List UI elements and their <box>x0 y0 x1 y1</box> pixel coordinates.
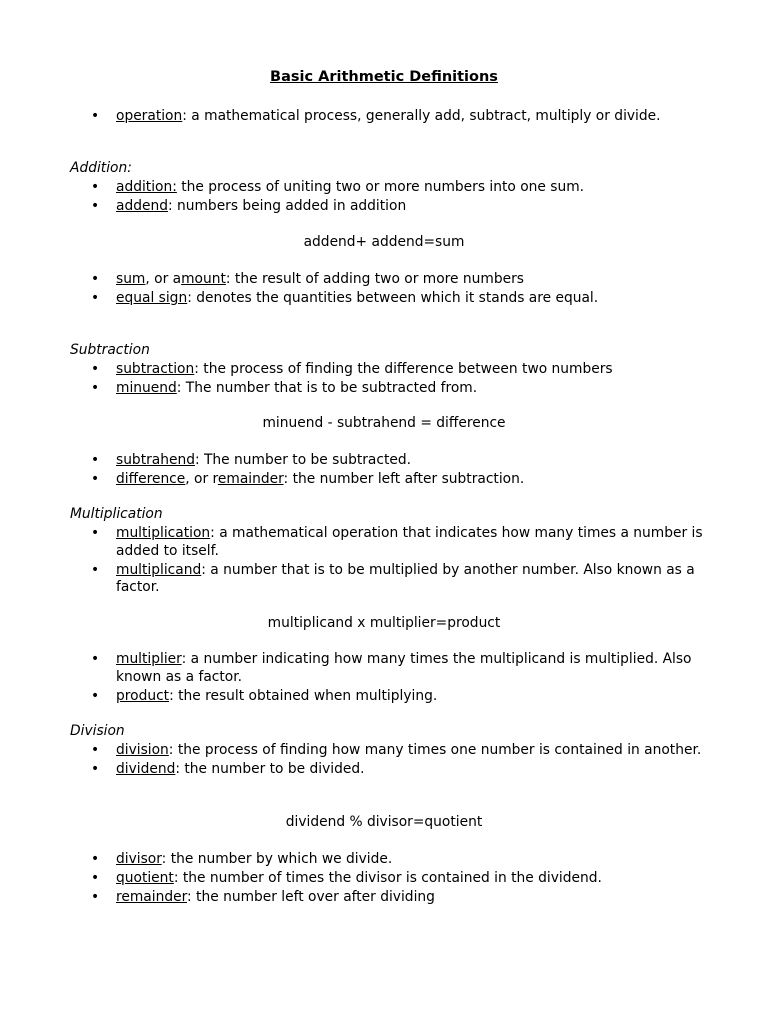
intro-list <box>0 108 706 127</box>
definition: : the process of finding how many times one number is contained in another. <box>168 742 702 758</box>
definition: : the number left over after dividing <box>187 889 435 905</box>
definition: : the process of finding the difference between two numbers <box>194 361 613 377</box>
bullet-icon: • <box>91 271 100 287</box>
bullet-icon: • <box>91 452 100 468</box>
formula-division: dividend % divisor=quotient <box>285 814 483 830</box>
term: multiplier <box>116 651 182 667</box>
list-item <box>0 562 706 597</box>
bullet-icon: • <box>91 889 100 905</box>
term: subtraction <box>116 361 195 377</box>
bullet-icon: • <box>91 651 100 667</box>
bullet-icon: • <box>91 198 100 214</box>
bullet-icon: • <box>91 742 100 758</box>
bullet-icon: • <box>91 525 100 541</box>
term: equal sign <box>116 290 188 306</box>
list-item <box>0 179 706 197</box>
list-item <box>0 108 706 126</box>
term: minuend <box>116 380 177 396</box>
addition-list-a <box>0 179 706 217</box>
multiplication-list-a <box>0 525 706 598</box>
list-item <box>0 651 706 686</box>
term: operation <box>116 108 183 124</box>
bullet-icon: • <box>91 380 100 396</box>
term: emainder <box>217 471 284 487</box>
definition: : the number by which we divide. <box>161 851 393 867</box>
definition: : the number of times the divisor is contained in the dividend. <box>173 870 602 886</box>
definition: the process of uniting two or more numbers into one sum. <box>176 179 585 195</box>
bullet-icon: • <box>91 361 100 377</box>
definition: : the number left after subtraction. <box>283 471 525 487</box>
list-item <box>0 271 706 289</box>
connector: , or a <box>145 271 182 287</box>
bullet-icon: • <box>91 179 100 195</box>
multiplication-list-b <box>0 651 706 707</box>
division-list-b <box>0 851 706 908</box>
term: subtrahend <box>116 452 195 468</box>
list-item <box>0 290 706 308</box>
formula-subtraction: minuend - subtrahend = difference <box>262 415 506 431</box>
bullet-icon: • <box>91 870 100 886</box>
list-item <box>0 525 706 560</box>
term: difference <box>116 471 186 487</box>
bullet-icon: • <box>91 290 100 306</box>
term: sum <box>116 271 146 287</box>
term: dividend <box>116 761 176 777</box>
term: remainder <box>116 889 188 905</box>
list-item <box>0 688 706 706</box>
definition: : the number to be divided. <box>175 761 365 777</box>
list-item <box>0 870 706 888</box>
definition: : a number indicating how many times the multiplicand is multiplied. Also known as a factor. <box>116 651 692 685</box>
page-title: Basic Arithmetic Definitions <box>270 69 498 85</box>
definition: : the result of adding two or more numbers <box>225 271 524 287</box>
term: divisor <box>116 851 162 867</box>
definition: : a mathematical process, generally add, subtract, multiply or divide. <box>182 108 661 124</box>
section-heading-division: Division <box>70 723 125 739</box>
term: mount <box>181 271 226 287</box>
bullet-icon: • <box>91 471 100 487</box>
bullet-icon: • <box>91 561 100 578</box>
division-list-a <box>0 742 706 780</box>
term: division <box>116 742 169 758</box>
section-heading-subtraction: Subtraction <box>70 342 150 358</box>
term: quotient <box>116 870 174 886</box>
definition: : denotes the quantities between which it stands are equal. <box>187 290 599 306</box>
term: product <box>116 687 170 704</box>
list-item <box>0 889 706 907</box>
section-heading-addition: Addition: <box>70 160 132 176</box>
definition: : The number that is to be subtracted from. <box>176 380 478 396</box>
bullet-icon: • <box>91 687 100 704</box>
section-heading-multiplication: Multiplication <box>70 506 163 522</box>
term: multiplication <box>116 525 211 541</box>
list-item <box>0 452 706 470</box>
definition: : the result obtained when multiplying. <box>169 687 438 704</box>
subtraction-list-a <box>0 361 706 399</box>
definition: : numbers being added in addition <box>167 198 407 214</box>
term: addition: <box>116 179 177 195</box>
bullet-icon: • <box>91 851 100 867</box>
list-item <box>0 198 706 216</box>
bullet-icon: • <box>91 761 100 777</box>
list-item <box>0 471 706 489</box>
definition: : a number that is to be multiplied by another number. Also known as a factor. <box>116 561 695 595</box>
list-item <box>0 742 706 760</box>
list-item <box>0 361 706 379</box>
term: addend <box>116 198 168 214</box>
addition-list-b <box>0 271 706 309</box>
subtraction-list-b <box>0 452 706 490</box>
formula-multiplication: multiplicand x multiplier=product <box>267 615 501 631</box>
list-item <box>0 380 706 398</box>
list-item <box>0 761 706 779</box>
term: multiplicand <box>116 561 202 578</box>
list-item <box>0 851 706 869</box>
bullet-icon: • <box>91 108 100 124</box>
formula-addition: addend+ addend=sum <box>303 234 465 250</box>
definition: : a mathematical operation that indicates how many times a number is added to itself. <box>116 525 703 559</box>
definition: : The number to be subtracted. <box>194 452 412 468</box>
connector: , or r <box>185 471 218 487</box>
